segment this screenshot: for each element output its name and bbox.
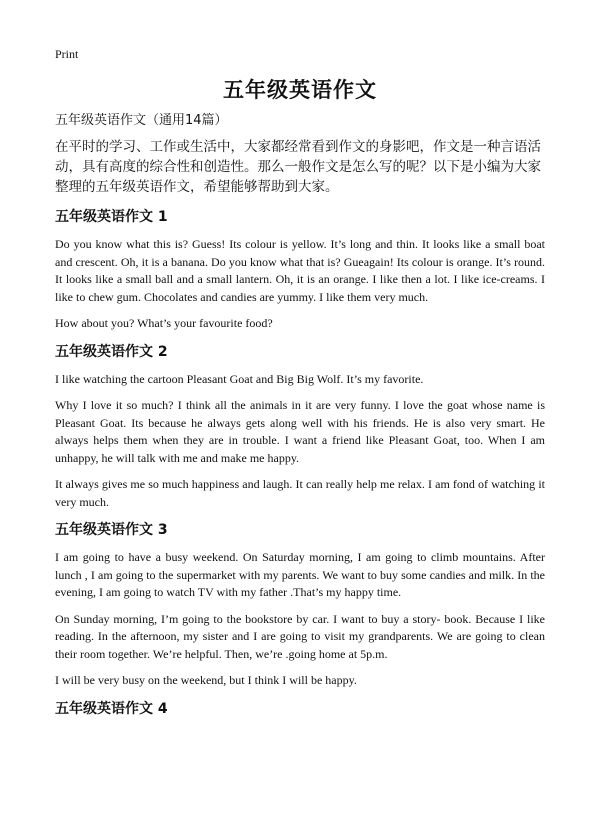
paragraph: I am going to have a busy weekend. On Saturday morning, I am going to climb mountains. After lunch , I am going to the supermarket with my parents. We want to buy some candies and milk. In the evening, I am going to watch TV with my father .That’s my happy time. xyxy=(55,550,545,599)
section-heading: 五年级英语作文 3 xyxy=(55,522,168,538)
document-page xyxy=(55,46,545,728)
section-heading: 五年级英语作文 2 xyxy=(55,343,168,360)
paragraph: On Sunday morning, I’m going to the bookstore by car. I want to buy a story- book. Because I like reading. In the afternoon, my sister and I are going to visit my grandparents. We are going to clean their room together. We’re helpful. Then, we’re .going home at 5p.m. xyxy=(55,611,545,661)
print-label: Print xyxy=(55,47,79,61)
paragraph: I will be very busy on the weekend, but I think I will be happy. xyxy=(55,673,357,687)
essay-section-1 xyxy=(55,207,545,333)
essay-section-2 xyxy=(55,342,545,512)
essay-section-4 xyxy=(55,699,545,719)
document-subtitle: 五年级英语作文（通用14篇） xyxy=(55,113,228,128)
intro-paragraph: 在平时的学习、工作或生活中，大家都经常看到作文的身影吧，作文是一种言语活动，具有高度的综合性和创造性。那么一般作文是怎么写的呢？以下是小编为大家整理的五年级英语作文，希望能够帮助到大家。 xyxy=(55,139,541,195)
paragraph: Do you know what this is? Guess! Its colour is yellow. It’s long and thin. It looks like a small boat and crescent. Oh, it is a banana. Do you know what that is? Gueagain! Its colour is orange. It’s round. It looks like a small ball and a small lantern. Oh, it is an orange. I like then a lot. I like ice-creams. I like to chew gum. Chocolates and candies are yummy. I like them very much. xyxy=(55,237,545,304)
paragraph: Why I love it so much? I think all the animals in it are very funny. I love the goat whose name is Pleasant Goat. Its because he always gets along well with his friends. He is also very smart. He always helps them when they are in trouble. I want a friend like Pleasant Goat, too. When I am unhappy, he will talk with me and make me happy. xyxy=(55,398,545,465)
paragraph: It always gives me so much happiness and laugh. It can really help me relax. I am fond of watching it very much. xyxy=(55,477,545,509)
paragraph: How about you? What’s your favourite food? xyxy=(55,316,273,330)
section-heading: 五年级英语作文 4 xyxy=(55,700,168,717)
section-heading: 五年级英语作文 1 xyxy=(55,209,168,225)
paragraph: I like watching the cartoon Pleasant Goat and Big Big Wolf. It’s my favorite. xyxy=(55,371,424,386)
page-title: 五年级英语作文 xyxy=(223,78,377,102)
essay-section-3 xyxy=(55,520,545,690)
